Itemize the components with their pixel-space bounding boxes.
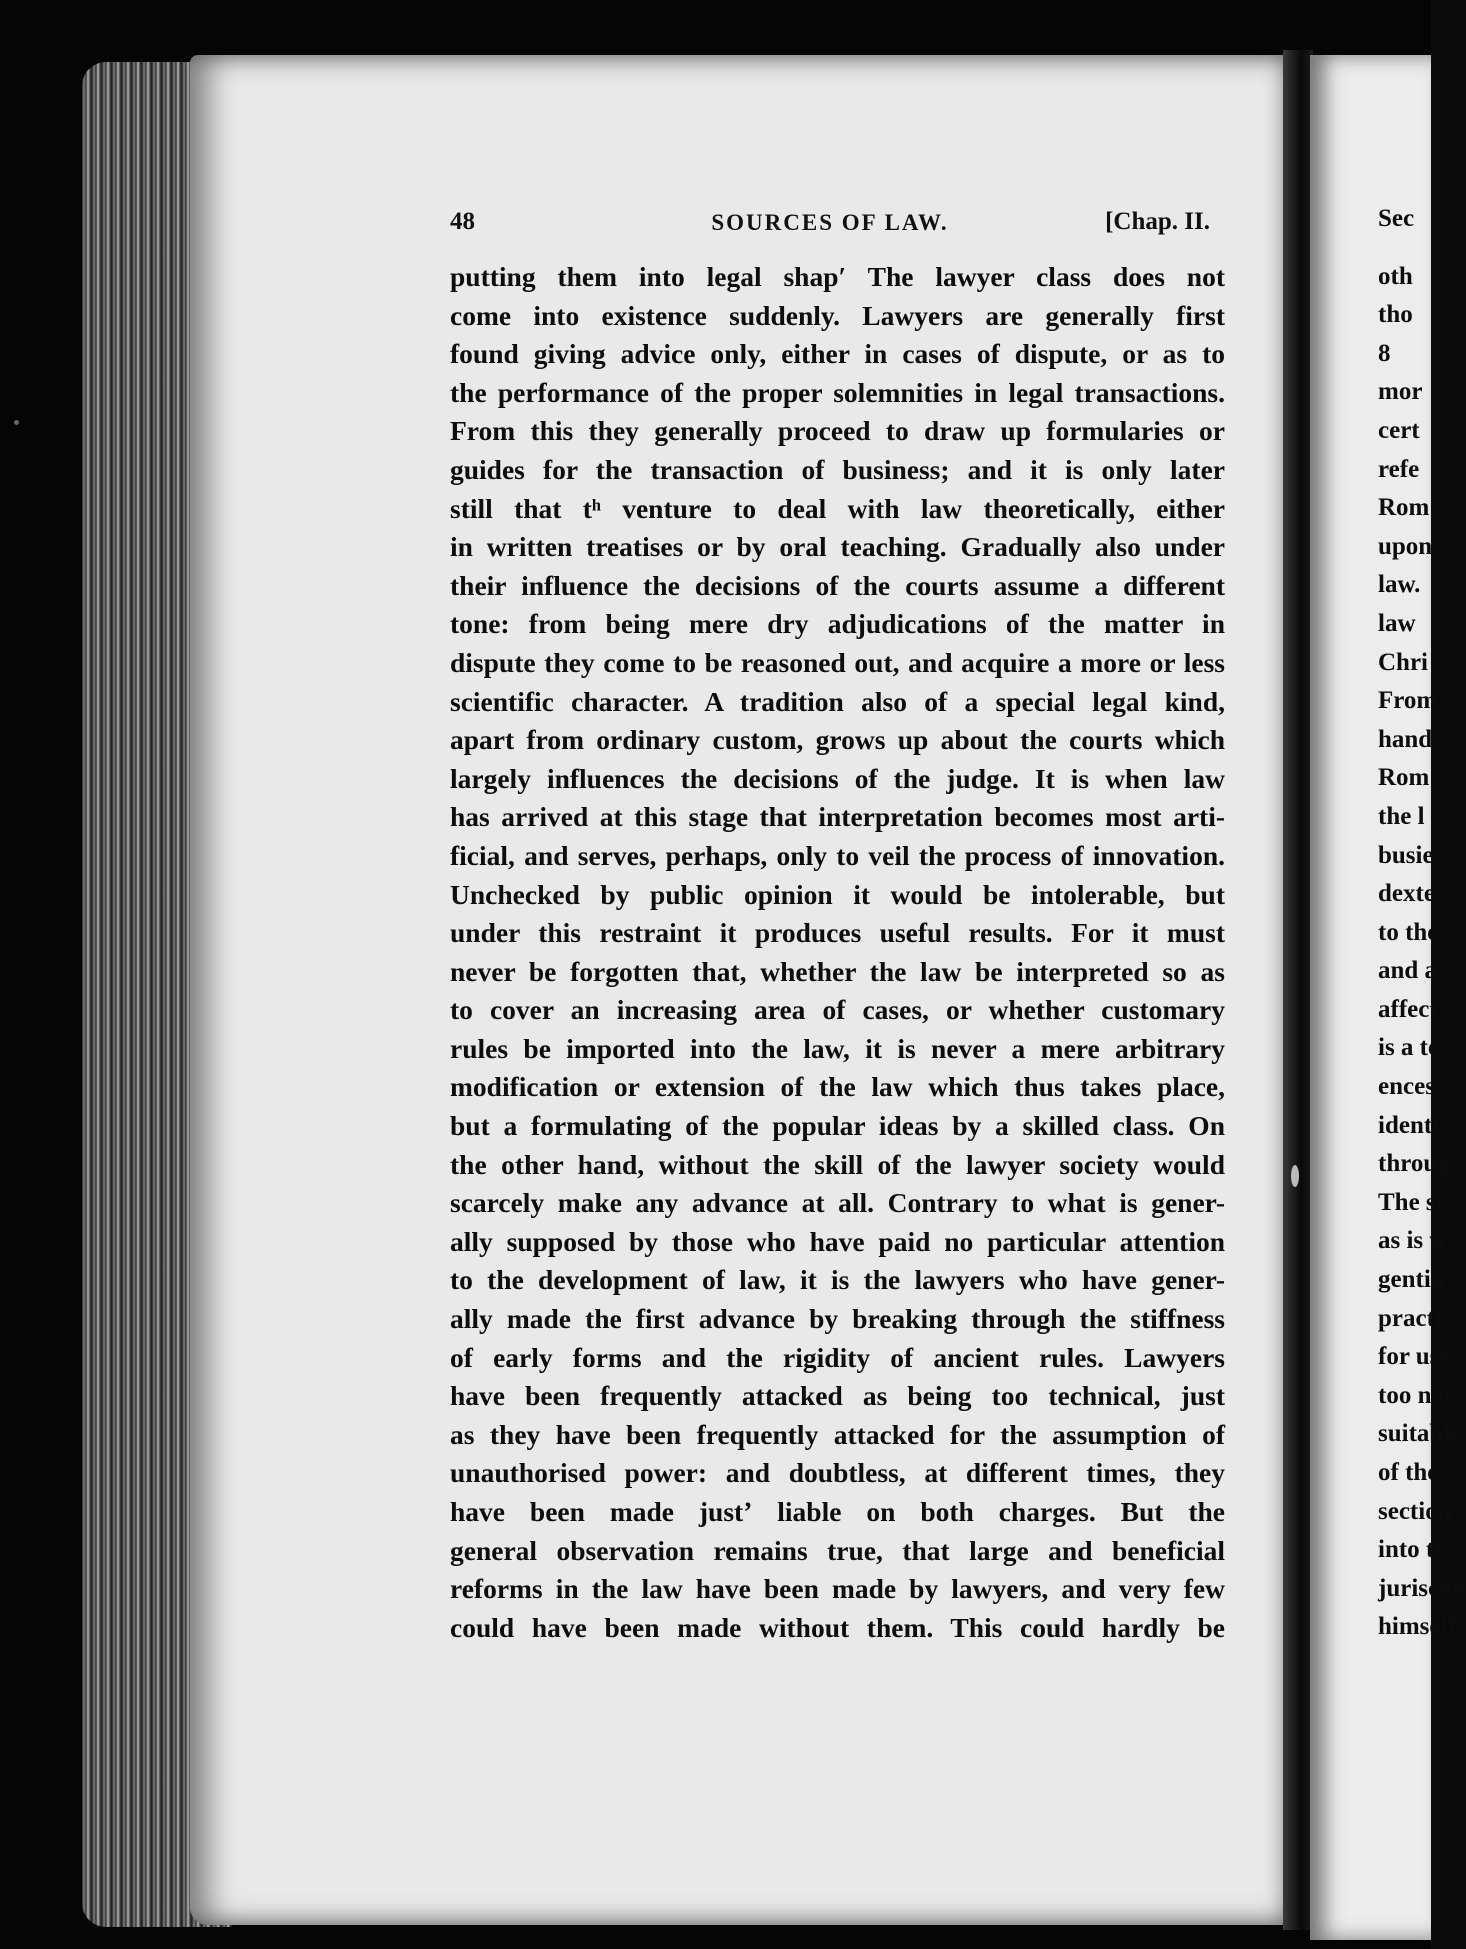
text-line: have been frequently attacked as being too technical, just [450,1380,1225,1412]
right-page-line-fragment: Rom [1378,764,1430,792]
right-page-line-fragment: Rom [1378,494,1430,522]
text-line: ally made the first advance by breaking through the stiffness [450,1303,1225,1335]
right-page-line-fragment: throug [1378,1150,1450,1178]
text-line: tone: from being mere dry adjudications of the matter in [450,608,1225,640]
right-page-line-fragment: as is w [1378,1227,1448,1255]
body-text [450,258,1225,1647]
text-line: under this restraint it produces useful results. For it must [450,917,1225,949]
running-title: SOURCES OF LAW. [711,210,949,235]
page-number: 48 [450,208,475,235]
text-line: modification or extension of the law which thus takes place, [450,1071,1225,1103]
right-page-line-fragment: identi [1378,1111,1440,1139]
text-line: found giving advice only, either in cases of dispute, or as to [450,338,1225,370]
right-page-line-fragment: Chri [1378,648,1428,676]
right-page-line-fragment: too nar [1378,1381,1456,1409]
right-page-line-fragment: law [1378,609,1416,637]
right-page-line-fragment: to the [1378,918,1439,946]
scan-speck [1291,1165,1299,1187]
text-line: their influence the decisions of the courts assume a different [450,569,1225,601]
right-page-line-fragment: dexte [1378,880,1435,908]
right-page-line-fragment: The so [1378,1188,1449,1216]
text-line: scarcely make any advance at all. Contrary to what is gener- [450,1187,1225,1219]
right-page-line-fragment: cert [1378,416,1420,444]
right-page-line-fragment: of the [1378,1459,1439,1486]
right-page-line-fragment: mor [1378,378,1423,406]
text-line: the performance of the proper solemnities in legal transactions. [450,376,1225,408]
chapter-reference: [Chap. II. [1105,208,1210,235]
right-page-line-fragment: for use [1378,1343,1451,1371]
right-page-line-fragment: affect [1378,995,1438,1023]
right-page-line-fragment: law. [1378,571,1421,599]
text-line: general observation remains true, that large and beneficial [450,1534,1225,1566]
right-page-line-fragment: ences [1378,1073,1435,1101]
right-page-line-fragment: From [1378,687,1438,715]
text-line: has arrived at this stage that interpretation becomes most arti- [450,801,1225,833]
text-line: ficial, and serves, perhaps, only to veil the process of innovation. [450,839,1225,871]
right-page-line-fragment: the l [1378,802,1425,830]
text-line: dispute they come to be reasoned out, and acquire a more or less [450,646,1225,678]
text-line: but a formulating of the popular ideas by a skilled class. On [450,1110,1225,1142]
right-page-line-fragment: section [1378,1497,1452,1525]
right-page-line-fragment: upon [1378,532,1433,560]
right-page-line-fragment: gentiu [1378,1266,1445,1294]
page-header [450,208,1210,248]
right-page-line-fragment: practic [1378,1304,1453,1332]
right-page-line-fragment: into th [1378,1536,1449,1564]
text-line: Unchecked by public opinion it would be intolerable, but [450,878,1225,910]
text-line: never be forgotten that, whether the law be interpreted so as [450,955,1225,987]
text-line: to cover an increasing area of cases, or whether customary [450,994,1225,1026]
text-line: could have been made without them. This could hardly be [450,1611,1225,1643]
text-line: come into existence suddenly. Lawyers are generally first [450,299,1225,331]
right-page-line-fragment: himself [1378,1613,1456,1641]
right-page-line-fragment: hand [1378,725,1433,753]
text-line: guides for the transaction of business; and it is only later [450,453,1225,485]
right-page-line-fragment: and a [1378,957,1438,985]
text-line: to the development of law, it is the lawyers who have gener- [450,1264,1225,1296]
right-page-text-fragments [1378,200,1466,1647]
text-line: in written treatises or by oral teaching. Gradually also under [450,531,1225,563]
scan-speck [14,420,19,425]
text-line: have been made justʼ liable on both charges. But the [450,1496,1225,1527]
right-page-line-fragment: juriscon [1378,1574,1466,1602]
text-line: From this they generally proceed to draw up formularies or [450,415,1225,447]
right-page-line-fragment: refe [1378,455,1420,483]
right-page-line-fragment: 8 [1378,339,1391,367]
text-line: rules be imported into the law, it is never a mere arbitrary [450,1032,1225,1064]
text-line: apart from ordinary custom, grows up about the courts which [450,724,1225,756]
text-line: as they have been frequently attacked for the assumption of [450,1418,1225,1450]
right-page-line-fragment: tho [1378,301,1413,329]
text-line: of early forms and the rigidity of ancient rules. Lawyers [450,1341,1225,1373]
text-line: reforms in the law have been made by lawyers, and very few [450,1573,1225,1605]
right-page-line-fragment: suitable [1378,1420,1462,1448]
right-page-line-fragment: is a te [1378,1034,1440,1062]
text-line: largely influences the decisions of the judge. It is when law [450,762,1225,794]
text-line: scientific character. A tradition also of a special legal kind, [450,685,1225,717]
text-line: ally supposed by those who have paid no particular attention [450,1225,1225,1257]
text-line: still that tʰ venture to deal with law theoretically, either [450,492,1225,524]
text-line: unauthorised power: and doubtless, at different times, they [450,1457,1225,1489]
right-page-line-fragment: busie [1378,841,1434,869]
text-line: putting them into legal shap′ The lawyer class does not [450,261,1225,292]
right-page-line-fragment: oth [1378,262,1413,290]
book-gutter [1283,50,1313,1930]
right-page-header-fragment: Sec [1378,205,1415,232]
text-line: the other hand, without the skill of the lawyer society would [450,1148,1225,1180]
